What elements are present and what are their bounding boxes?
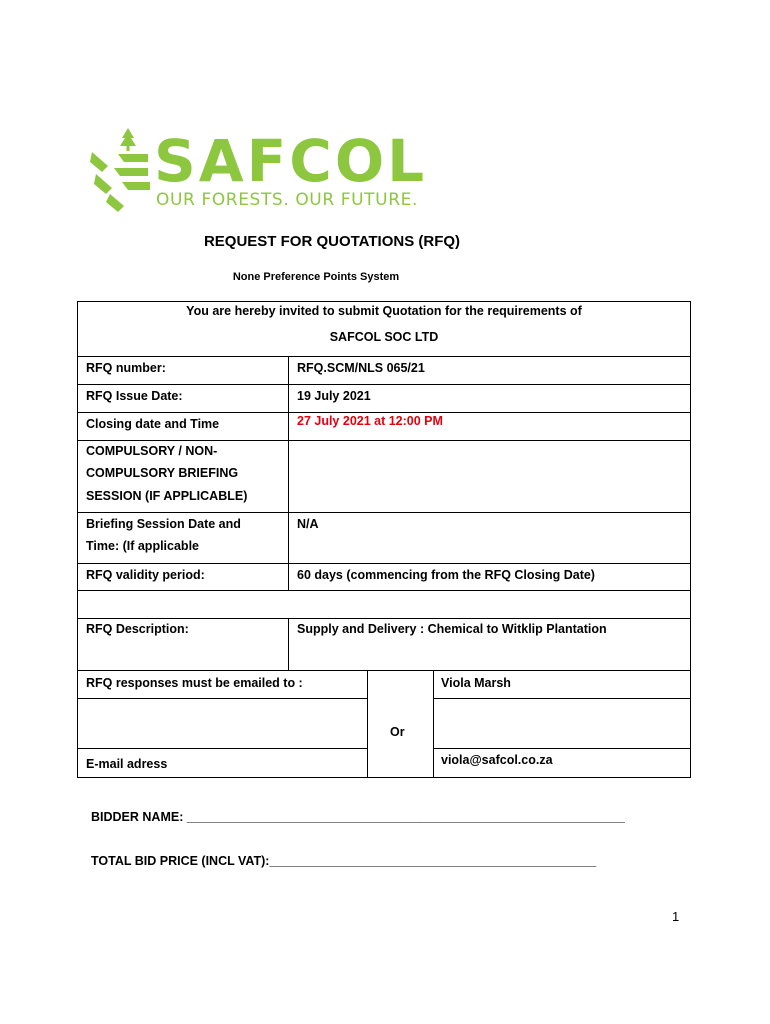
responses-label: RFQ responses must be emailed to : [86,676,303,690]
email-label: E-mail adress [86,757,168,771]
logo-wordmark: SAFCOL [154,127,428,195]
invite-line-1: You are hereby invited to submit Quotation for the requirements of [186,304,582,318]
briefing-label-line-2: COMPULSORY BRIEFING [86,466,239,480]
briefing-label-line-1: COMPULSORY / NON- [86,444,218,458]
issue-date-label: RFQ Issue Date: [86,389,183,403]
rfq-number-label: RFQ number: [86,361,166,375]
briefing-label-line-3: SESSION (IF APPLICABLE) [86,489,248,503]
issue-date-value: 19 July 2021 [297,389,371,403]
tree-leaf-icon [88,122,158,214]
document-title: REQUEST FOR QUOTATIONS (RFQ) [203,233,461,250]
description-label: RFQ Description: [86,622,189,636]
safcol-logo [88,122,428,214]
closing-value: 27 July 2021 at 12:00 PM [297,414,443,428]
validity-value: 60 days (commencing from the RFQ Closing Date) [297,568,595,582]
invite-line-2: SAFCOL SOC LTD [329,330,439,344]
briefing-date-value: N/A [297,517,319,531]
document-subtitle: None Preference Points System [232,271,400,283]
briefing-date-label-line-2: Time: (If applicable [86,539,199,553]
validity-label: RFQ validity period: [86,568,205,582]
closing-label: Closing date and Time [86,417,220,431]
briefing-date-label-line-1: Briefing Session Date and [86,517,241,531]
contact-name: Viola Marsh [441,676,511,690]
page-number: 1 [672,909,680,924]
total-bid-price-field: TOTAL BID PRICE (INCL VAT):_______________________________________________ [91,854,597,868]
rfq-number-value: RFQ.SCM/NLS 065/21 [297,361,425,375]
logo-tagline: OUR FORESTS. OUR FUTURE. [156,190,418,210]
or-label: Or [390,725,405,739]
bidder-name-field: BIDDER NAME: _______________________________________________________________ [91,810,625,824]
email-value: viola@safcol.co.za [441,753,553,767]
description-value: Supply and Delivery : Chemical to Witklip Plantation [297,622,607,636]
